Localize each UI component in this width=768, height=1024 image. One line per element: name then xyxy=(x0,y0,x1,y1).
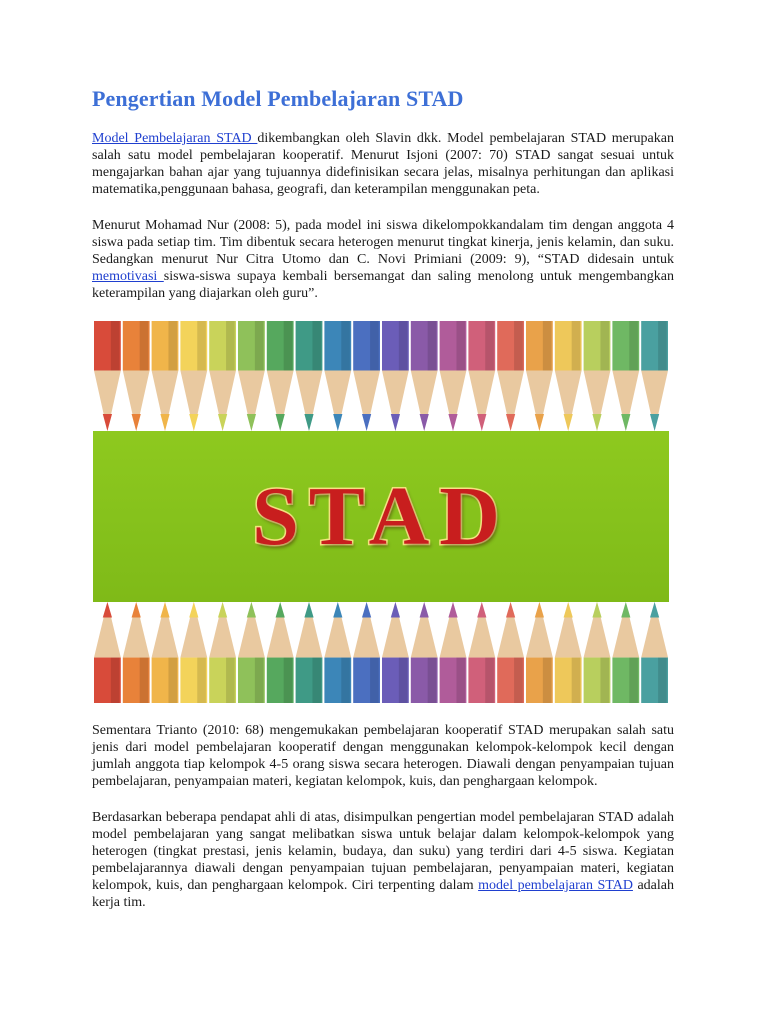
pencil-icon xyxy=(382,321,409,431)
paragraph-conclusion xyxy=(92,809,674,911)
pencil-icon xyxy=(584,321,611,431)
pencil-icon xyxy=(411,602,438,703)
pencil-icon xyxy=(152,602,179,703)
stad-green-band xyxy=(93,431,669,602)
paragraph-conclusion-text-end: adalah kerja tim. xyxy=(92,878,674,910)
pencil-icon xyxy=(526,321,553,431)
stad-banner-image xyxy=(93,321,669,703)
pencil-icon xyxy=(180,602,207,703)
pencil-icon xyxy=(584,602,611,703)
document-page xyxy=(92,86,674,930)
pencil-icon xyxy=(267,602,294,703)
paragraph-trianto: Sementara Trianto (2010: 68) mengemukakan pembelajaran kooperatif STAD merupakan salah satu jenis dari model pembelajaran kooperatif dengan menggunakan kelompok-kelompok kecil dengan jumlah anggota tiap kelompok 4-5 orang siswa secara heterogen. Diawali dengan penyampaian tujuan pembelajaran, penyampaian materi, kegiatan kelompok, kuis, dan penghargaan kelompok. xyxy=(92,723,674,789)
pencil-icon xyxy=(555,602,582,703)
paragraph-intro xyxy=(92,130,674,198)
stad-banner-label: STAD xyxy=(252,470,510,563)
pencil-icon xyxy=(411,321,438,431)
paragraph-mohamad-nur-text-end: siswa-siswa supaya kembali bersemangat dan saling menolong untuk mengembangkan keterampilan yang diajarkan oleh guru”. xyxy=(92,269,674,301)
pencil-icon xyxy=(353,321,380,431)
pencil-icon xyxy=(296,602,323,703)
pencil-icon xyxy=(209,602,236,703)
paragraph-mohamad-nur xyxy=(92,217,674,302)
pencil-icon xyxy=(497,602,524,703)
pencils-top-image xyxy=(93,321,669,431)
page-title: Pengertian Model Pembelajaran STAD xyxy=(92,86,464,111)
pencil-icon xyxy=(209,321,236,431)
pencil-icon xyxy=(382,602,409,703)
link-model-pembelajaran-stad-2[interactable]: model pembelajaran STAD xyxy=(478,878,633,893)
pencil-icon xyxy=(180,321,207,431)
pencil-icon xyxy=(123,321,150,431)
pencil-icon xyxy=(94,321,121,431)
paragraph-mohamad-nur-text: Menurut Mohamad Nur (2008: 5), pada model ini siswa dikelompokkandalam tim dengan anggota 4 siswa pada setiap tim. Tim dibentuk secara heterogen menurut tingkat kinerja, jenis kelamin, dan suku. Sedangkan menurut Nur Citra Utomo dan C. Novi Primiani (2009: 9), “STAD didesain untuk xyxy=(92,218,674,267)
pencil-icon xyxy=(296,321,323,431)
pencil-icon xyxy=(555,321,582,431)
pencil-icon xyxy=(324,602,351,703)
pencil-icon xyxy=(123,602,150,703)
pencils-bottom-image xyxy=(93,602,669,703)
pencil-icon xyxy=(152,321,179,431)
paragraph-conclusion-text: Berdasarkan beberapa pendapat ahli di atas, disimpulkan pengertian model pembelajaran STAD adalah model pembelajaran yang sangat melibatkan siswa untuk belajar dalam kelompok-kelompok yang heterogen (tingkat prestasi, jenis kelamin, budaya, dan suku) yang terdiri dari 4-5 siswa. Kegiatan pembelajarannya diawali dengan penyampaian tujuan pembelajaran, penyampaian materi, kegiatan kelompok, kuis, dan penghargaan kelompok. Ciri terpenting dalam xyxy=(92,810,674,893)
paragraph-intro-text: dikembangkan oleh Slavin dkk. Model pembelajaran STAD merupakan salah satu model pembelajaran kooperatif. Menurut Isjoni (2007: 70) STAD sangat sesuai untuk mengajarkan bahan ajar yang tujuannya didefinisikan secara jelas, misalnya perhitungan dan aplikasi matematika,penggunaan bahasa, geografi, dan keterampilan menggunakan peta. xyxy=(92,131,674,197)
pencil-icon xyxy=(641,321,668,431)
pencil-icon xyxy=(94,602,121,703)
pencil-icon xyxy=(497,321,524,431)
pencil-icon xyxy=(238,321,265,431)
pencil-icon xyxy=(440,602,467,703)
pencil-icon xyxy=(468,321,495,431)
link-model-pembelajaran-stad[interactable]: Model Pembelajaran STAD xyxy=(92,131,258,146)
pencil-icon xyxy=(612,602,639,703)
pencil-icon xyxy=(267,321,294,431)
pencil-icon xyxy=(468,602,495,703)
pencil-icon xyxy=(641,602,668,703)
pencil-icon xyxy=(324,321,351,431)
pencil-icon xyxy=(238,602,265,703)
pencil-icon xyxy=(440,321,467,431)
pencil-icon xyxy=(526,602,553,703)
pencil-icon xyxy=(612,321,639,431)
link-memotivasi[interactable]: memotivasi xyxy=(92,269,164,284)
pencil-icon xyxy=(353,602,380,703)
